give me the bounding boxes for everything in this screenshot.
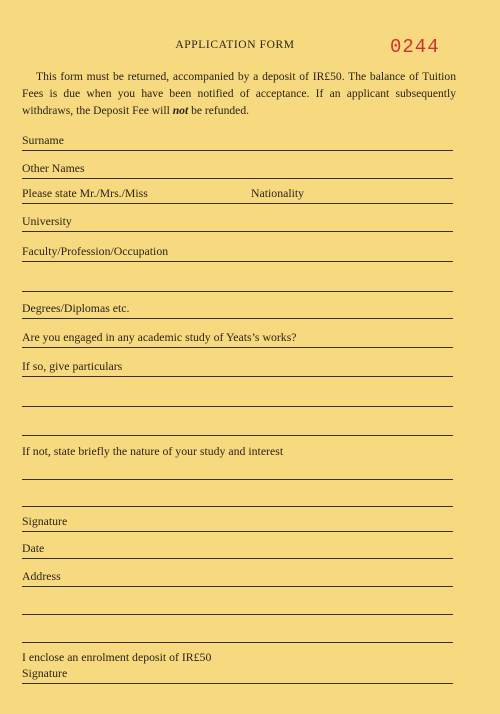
intro-emphasis: not bbox=[172, 104, 189, 117]
deposit-statement-block bbox=[22, 650, 211, 665]
final-signature-label: Signature bbox=[22, 666, 68, 680]
particulars-label: If so, give particulars bbox=[22, 359, 123, 373]
particulars-line-3[interactable] bbox=[22, 435, 453, 436]
form-title: APPLICATION FORM bbox=[175, 39, 295, 51]
title-nationality-field[interactable] bbox=[22, 186, 453, 204]
intro-paragraph bbox=[22, 68, 456, 119]
intro-text-2: be refunded. bbox=[188, 104, 250, 117]
degrees-field[interactable] bbox=[22, 301, 453, 319]
other-names-field[interactable] bbox=[22, 161, 453, 179]
interest-line-1[interactable] bbox=[22, 479, 453, 480]
faculty-label: Faculty/Profession/Occupation bbox=[22, 244, 169, 258]
address-line-2[interactable] bbox=[22, 614, 453, 615]
address-field[interactable] bbox=[22, 569, 453, 587]
serial-number: 0244 bbox=[390, 36, 440, 58]
particulars-field[interactable] bbox=[22, 359, 453, 377]
academic-study-label: Are you engaged in any academic study of Yeats’s works? bbox=[22, 330, 297, 344]
date-field[interactable] bbox=[22, 541, 453, 559]
particulars-line-2[interactable] bbox=[22, 406, 453, 407]
faculty-field[interactable] bbox=[22, 244, 453, 262]
interest-label: If not, state briefly the nature of your study and interest bbox=[22, 444, 284, 458]
final-signature-field[interactable] bbox=[22, 666, 453, 684]
surname-label: Surname bbox=[22, 133, 64, 147]
signature-label: Signature bbox=[22, 514, 68, 528]
other-names-label: Other Names bbox=[22, 161, 85, 175]
degrees-label: Degrees/Diplomas etc. bbox=[22, 301, 130, 315]
university-label: University bbox=[22, 214, 72, 228]
intro-text-1: This form must be returned, accompanied by a deposit of IR£50. The balance of Tuition Fees is due when you have been notified of acceptance. If an applicant subsequently withdraws, the Deposit Fee will bbox=[22, 70, 456, 117]
address-label: Address bbox=[22, 569, 61, 583]
signature-field[interactable] bbox=[22, 514, 453, 532]
surname-field[interactable] bbox=[22, 133, 453, 151]
academic-study-field[interactable] bbox=[22, 330, 453, 348]
title-label: Please state Mr./Mrs./Miss bbox=[22, 186, 148, 200]
university-field[interactable] bbox=[22, 214, 453, 232]
nationality-label: Nationality bbox=[251, 186, 305, 200]
deposit-statement: I enclose an enrolment deposit of IR£50 bbox=[22, 650, 212, 664]
date-label: Date bbox=[22, 541, 45, 555]
interest-line-2[interactable] bbox=[22, 506, 453, 507]
interest-label-block bbox=[22, 444, 283, 459]
faculty-continuation-line[interactable] bbox=[22, 291, 453, 292]
address-line-3[interactable] bbox=[22, 642, 453, 643]
